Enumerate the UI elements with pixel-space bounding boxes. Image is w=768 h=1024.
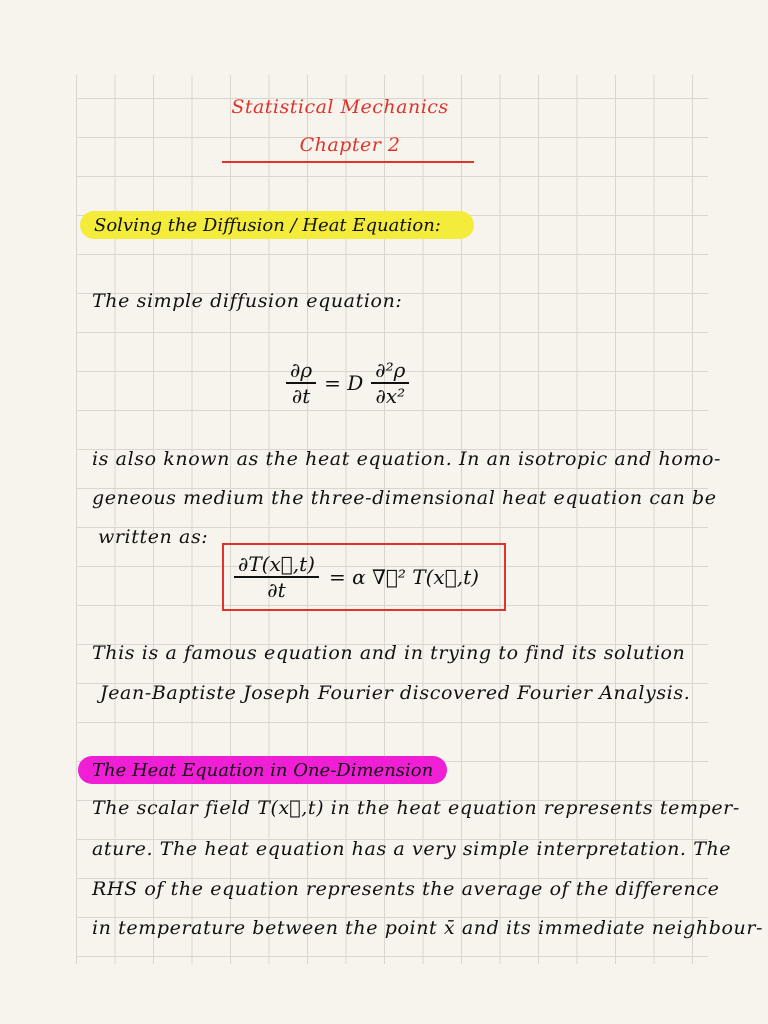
boxed-heat-equation: [222, 543, 506, 611]
boxed-rhs: = α ∇⃗² T(x⃗,t): [328, 565, 479, 589]
title-underline: [222, 161, 474, 163]
paragraph-line: RHS of the equation represents the average of the difference: [92, 878, 720, 900]
paragraph-line: geneous medium the three-dimensional heat equation can be: [92, 487, 717, 509]
page-margin-bottom: [0, 964, 768, 1024]
page-margin-top: [0, 0, 768, 75]
paragraph-line: This is a famous equation and in trying to find its solution: [92, 642, 686, 664]
boxed-lhs-denominator: ∂t: [267, 578, 286, 602]
intro-text: The simple diffusion equation:: [92, 290, 403, 312]
section-heading-diffusion: Solving the Diffusion / Heat Equation:: [80, 211, 474, 239]
paragraph-line: is also known as the heat equation. In an isotropic and homo-: [92, 448, 722, 470]
equation-lhs-fraction: [286, 358, 316, 408]
lhs-denominator: ∂t: [291, 384, 311, 408]
lhs-numerator: ∂ρ: [286, 358, 316, 384]
page-margin-right: [708, 0, 768, 1024]
paragraph-line: Jean-Baptiste Joseph Fourier discovered Fourier Analysis.: [100, 682, 691, 704]
paragraph-line: ature. The heat equation has a very simple interpretation. The: [92, 838, 732, 860]
chapter-label: Chapter 2: [299, 134, 401, 156]
equation-middle: = D: [324, 371, 364, 395]
paragraph-line: written as:: [98, 526, 209, 548]
rhs-denominator: ∂x²: [375, 384, 406, 408]
page-title: Statistical Mechanics: [231, 96, 449, 118]
boxed-lhs-fraction: [234, 552, 319, 602]
boxed-lhs-numerator: ∂T(x⃗,t): [234, 552, 319, 578]
equation-rhs-fraction: [371, 358, 409, 408]
paragraph-line: in temperature between the point x̄ and its immediate neighbour-: [92, 917, 764, 939]
diffusion-equation: [286, 358, 409, 408]
paragraph-line: The scalar field T(x⃗,t) in the heat equation represents temper-: [92, 797, 740, 819]
rhs-numerator: ∂²ρ: [371, 358, 409, 384]
section-heading-one-dimension: The Heat Equation in One-Dimension: [78, 756, 447, 784]
